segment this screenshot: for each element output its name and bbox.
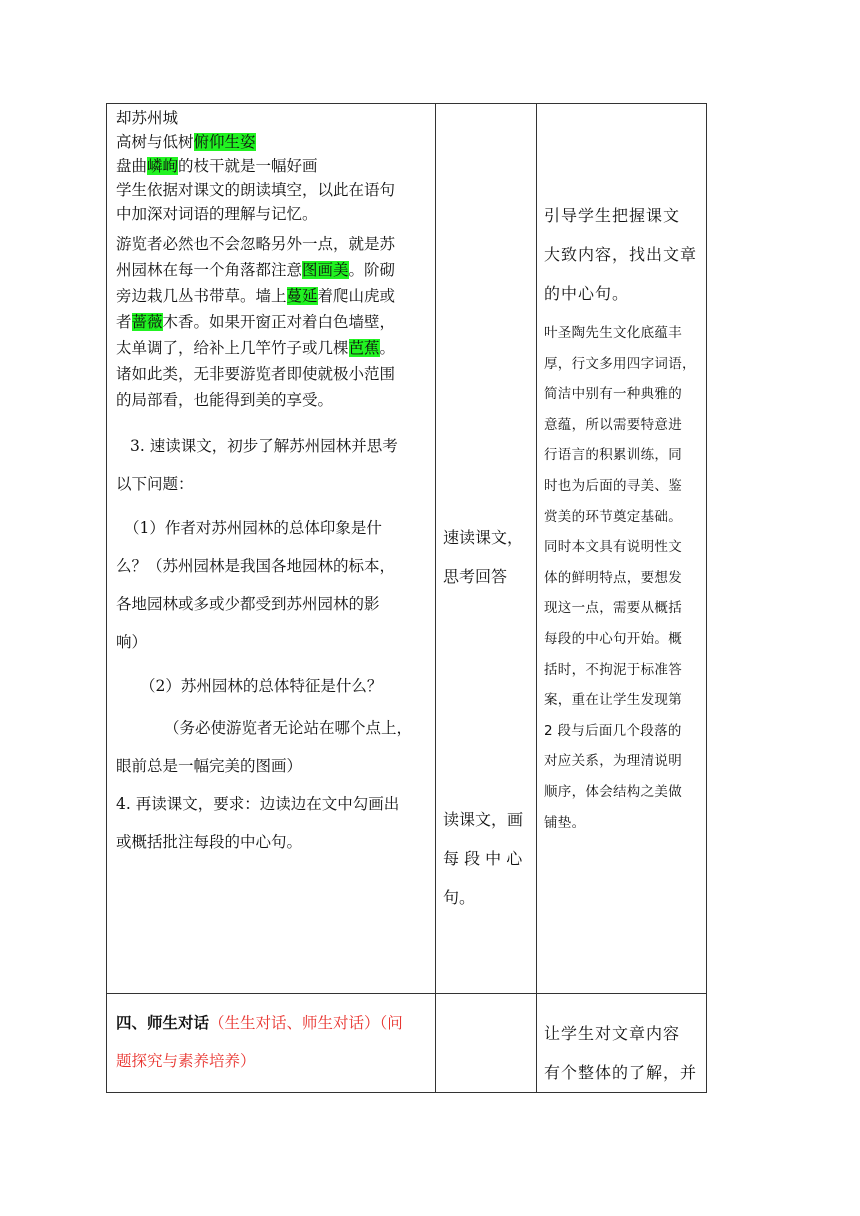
- note-line: 括时，不拘泥于标准答: [544, 661, 682, 678]
- text-line: 每 段 中 心: [443, 849, 523, 868]
- highlighted-term: 蔷薇: [131, 313, 163, 331]
- note-line: 赏美的环节奠定基础。: [544, 508, 682, 525]
- student-activity-2: [443, 800, 528, 917]
- text-line: 眼前总是一幅完美的图画）: [116, 757, 303, 775]
- section-subtitle: （生生对话、师生对话）（问: [209, 1014, 403, 1032]
- answer-3-2: （务必使游览者无论站在哪个点上，: [164, 719, 413, 737]
- note-line: 厚，行文多用四字词语，: [544, 355, 696, 372]
- text-line: 者蔷薇木香。如果开窗正对着白色墙壁，: [116, 313, 396, 331]
- section-subtitle: 题探究与素养培养）: [116, 1052, 256, 1070]
- text-line: 游览者必然也不会忽略另外一点，就是苏: [116, 235, 396, 253]
- column-divider-2: [536, 104, 537, 1092]
- text-line: 大致内容，找出文章: [544, 245, 698, 264]
- text-line: 让学生对文章内容: [544, 1024, 681, 1043]
- column-divider-1: [435, 104, 436, 1092]
- note-line: 案，重在让学生发现第: [544, 692, 682, 709]
- note-line: 体的鲜明特点，要想发: [544, 569, 682, 586]
- highlighted-term: 蔓延: [286, 287, 318, 305]
- text-line: 句。: [443, 888, 476, 907]
- text-line: 州园林在每一个角落都注意图画美。阶砌: [116, 261, 396, 279]
- text-line: 引导学生把握课文: [544, 206, 681, 225]
- text-line: 却苏州城: [116, 109, 179, 127]
- note-line: 简洁中别有一种典雅的: [544, 386, 682, 403]
- text-line: 有个整体的了解，并: [544, 1063, 698, 1082]
- note-line: 每段的中心句开始。概: [544, 630, 682, 647]
- text-line: 的中心句。: [544, 284, 630, 303]
- text-line: 各地园林或多或少都受到苏州园林的影: [116, 595, 380, 613]
- content-cell: [116, 106, 428, 412]
- text-line: 或概括批注每段的中心句。: [116, 833, 303, 851]
- text-line: 么？（苏州园林是我国各地园林的标本，: [116, 557, 396, 575]
- note-line: 现这一点，需要从概括: [544, 600, 682, 617]
- text-line: 盘曲嶙峋的枝干就是一幅好画: [116, 157, 318, 175]
- note-line: 叶圣陶先生文化底蕴丰: [544, 325, 682, 341]
- text-line: 旁边栽几丛书带草。墙上蔓延着爬山虎或: [116, 287, 396, 305]
- text-line: 诸如此类，无非要游览者即使就极小范围: [116, 365, 396, 383]
- student-activity-1: [443, 518, 528, 596]
- text-line: 速读课文，: [443, 528, 524, 547]
- question-3-2: （2）苏州园林的总体特征是什么？: [140, 677, 383, 695]
- text-line: 读课文，画: [443, 810, 524, 829]
- note-line: 铺垫。: [544, 814, 586, 831]
- note-line: 同时本文具有说明性文: [544, 539, 682, 556]
- note-line: 意蕴，所以需要特意进: [544, 416, 682, 433]
- text-line: 思考回答: [443, 567, 508, 586]
- section-heading: 四、师生对话: [116, 1013, 210, 1032]
- question-4: 4. 再读课文，要求：边读边在文中勾画出: [116, 795, 400, 813]
- note-line: 行语言的积累训练，同: [544, 447, 682, 464]
- text-line: 响）: [116, 633, 148, 651]
- note-line: 时也为后面的寻美、鉴: [544, 477, 682, 494]
- note-line: 2 段与后面几个段落的: [544, 722, 682, 739]
- design-note: [544, 318, 702, 838]
- text-line: [116, 1004, 428, 1042]
- question-3: 3. 速读课文，初步了解苏州园林并思考: [130, 437, 398, 455]
- highlighted-term: 图画美: [302, 261, 349, 279]
- text-line: 的局部看，也能得到美的享受。: [116, 391, 334, 409]
- lesson-plan-table: [106, 103, 707, 1093]
- text-line: 中加深对词语的理解与记忆。: [116, 205, 318, 223]
- note-line: 对应关系，为理清说明: [544, 753, 682, 770]
- highlighted-term: 嶙峋: [147, 157, 179, 175]
- design-intent: [544, 196, 702, 313]
- text-line: 学生依据对课文的朗读填空，以此在语句: [116, 181, 396, 199]
- section-heading-cell: [116, 1004, 428, 1080]
- note-line: 顺序，体会结构之美做: [544, 783, 682, 800]
- question-block: [116, 427, 428, 861]
- text-line: 太单调了，给补上几竿竹子或几棵芭蕉。: [116, 339, 396, 357]
- section-intent: [544, 1014, 702, 1092]
- highlighted-term: 俯仰生姿: [193, 133, 256, 151]
- text-line: 高树与低树俯仰生姿: [116, 133, 256, 151]
- row-divider: [107, 993, 706, 994]
- text-line: 以下问题：: [116, 475, 194, 493]
- question-3-1: （1）作者对苏州园林的总体印象是什: [124, 519, 382, 537]
- highlighted-term: 芭蕉: [348, 339, 380, 357]
